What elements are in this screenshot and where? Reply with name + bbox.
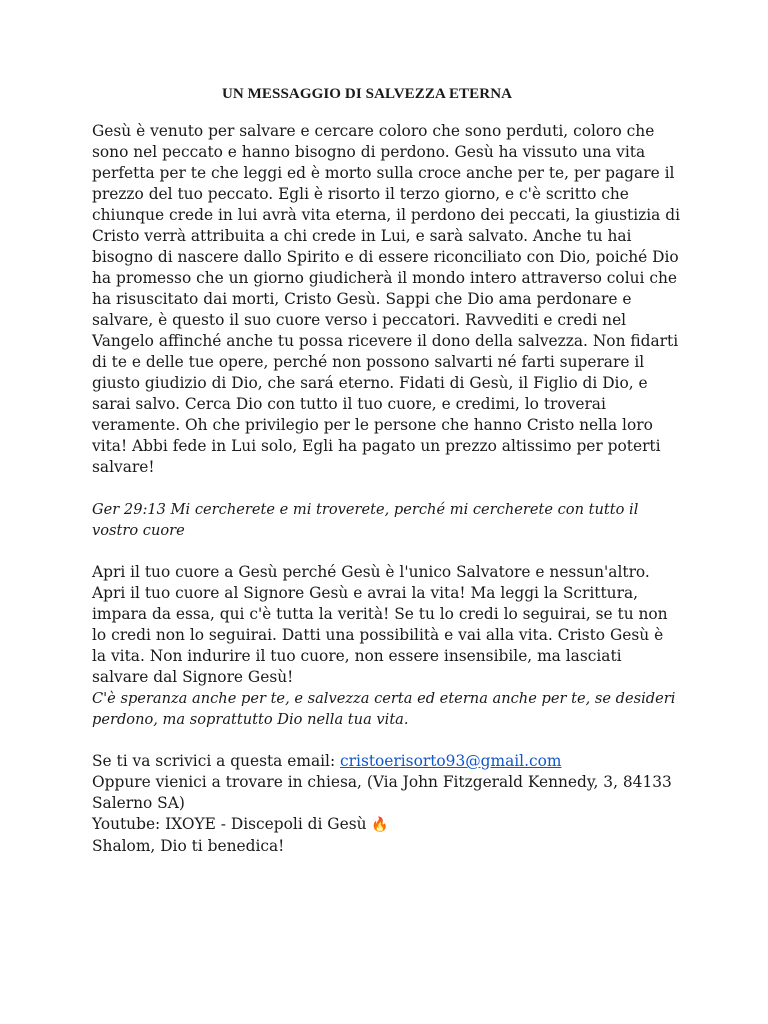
spacer (92, 541, 682, 562)
body-paragraph-2: Apri il tuo cuore a Gesù perché Gesù è l'unico Salvatore e nessun'altro. Apri il tuo cuore al Signore Gesù e avrai la vita! Ma leggi la Scrittura, impara da essa, qui c'è tutta la verità! Se tu lo credi lo seguirai, se tu non lo credi non lo seguirai. Datti una possibilità e vai alla vita. Cristo Gesù è la vita. Non indurire il tuo cuore, non essere insensibile, ma lasciati salvare dal Signore Gesù! (92, 563, 668, 686)
contact-line (92, 751, 682, 772)
youtube-line (92, 814, 682, 836)
closing-line: Shalom, Dio ti benedica! (92, 837, 285, 855)
email-link[interactable]: cristoerisorto93@gmail.com (340, 752, 562, 770)
youtube-text: Youtube: IXOYE - Discepoli di Gesù (92, 815, 372, 833)
fire-icon: 🔥 (371, 817, 389, 833)
body-paragraph-1: Gesù è venuto per salvare e cercare coloro che sono perduti, coloro che sono nel peccato e hanno bisogno di perdono. Gesù ha vissuto una vita perfetta per te che leggi ed è morto sulla croce anche per te, per pagare il prezzo del tuo peccato. Egli è risorto il terzo giorno, e c'è scritto che chiunque crede in lui avrà vita eterna, il perdono dei peccati, la giustizia di Cristo verrà attribuita a chi crede in Lui, e sarà salvato. Anche tu hai bisogno di nascere dallo Spirito e di essere riconciliato con Dio, poiché Dio ha promesso che un giorno giudicherà il mondo intero attraverso colui che ha risuscitato dai morti, Cristo Gesù. Sappi che Dio ama perdonare e salvare, è questo il suo cuore verso i peccatori. Ravvediti e credi nel Vangelo affinché anche tu possa ricevere il dono della salvezza. Non fidarti di te e delle tue opere, perché non possono salvarti né farti superare il giusto giudizio di Dio, che sará eterno. Fidati di Gesù, il Figlio di Dio, e sarai salvo. Cerca Dio con tutto il tuo cuore, e credimi, lo troverai veramente. Oh che privilegio per le persone che hanno Cristo nella loro vita! Abbi fede in Lui solo, Egli ha pagato un prezzo altissimo per poterti salvare! (92, 122, 680, 476)
spacer (92, 730, 682, 751)
spacer (92, 478, 682, 499)
bible-verse: Ger 29:13 Mi cercherete e mi troverete, perché mi cercherete con tutto il vostro cuore (92, 501, 639, 539)
page-title: UN MESSAGGIO DI SALVEZZA ETERNA (221, 86, 513, 102)
hope-paragraph: C'è speranza anche per te, e salvezza certa ed eterna anche per te, se desideri perdono, ma soprattutto Dio nella tua vita. (92, 690, 676, 728)
church-address: Oppure vienici a trovare in chiesa, (Via John Fitzgerald Kennedy, 3, 84133 Salerno SA) (92, 773, 672, 812)
contact-prefix: Se ti va scrivici a questa email: (92, 752, 341, 770)
document-page (92, 86, 682, 857)
